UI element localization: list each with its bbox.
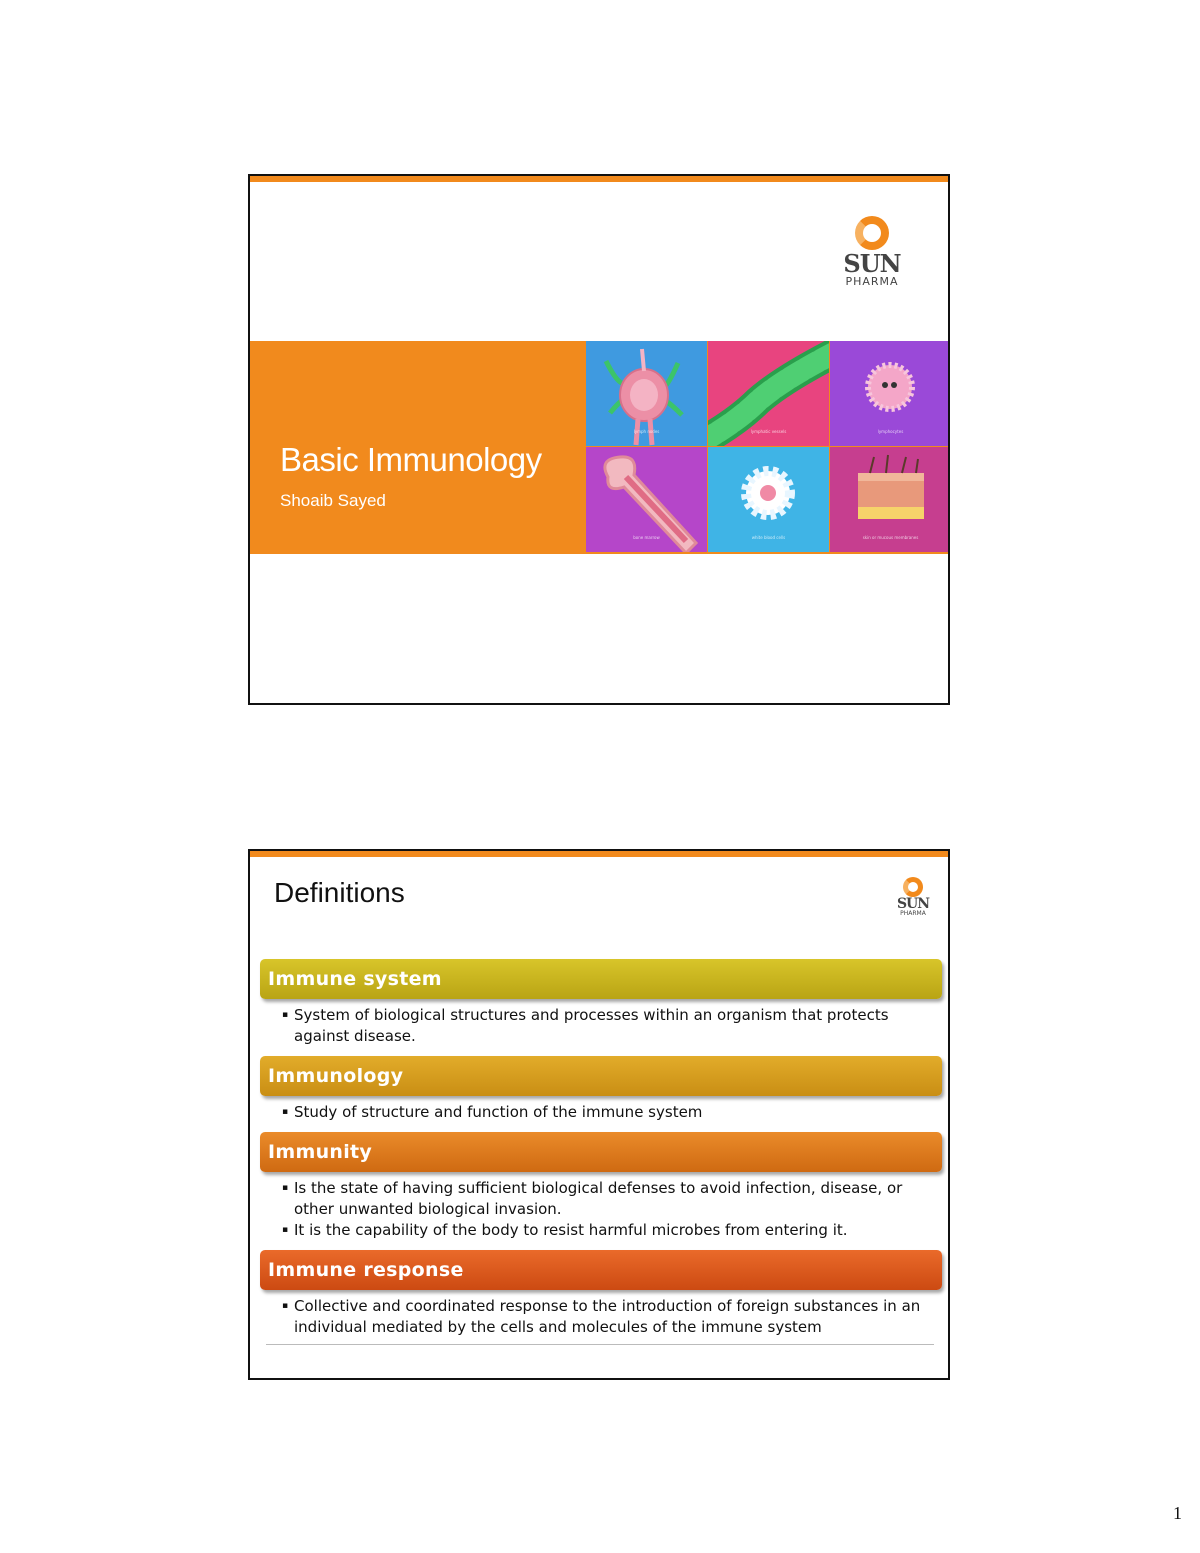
section-heading: Immune system	[260, 959, 942, 999]
page-number: 1	[1173, 1503, 1182, 1523]
list-item: ▪ Is the state of having sufficient biological defenses to avoid infection, disease, or other unwanted biological invasion.	[282, 1178, 942, 1220]
illustration-grid	[586, 341, 950, 554]
title-slide	[248, 174, 950, 705]
section-immunity	[260, 1132, 942, 1241]
section-immunology	[260, 1056, 942, 1123]
accent-bar	[250, 851, 948, 857]
bone-marrow-tile: bone marrow	[586, 447, 707, 552]
title-band	[250, 341, 948, 554]
lymphocyte-tile: lymphocytes	[830, 341, 950, 446]
definition-list	[260, 959, 942, 1347]
lymphatic-vessel-tile: lymphatic vessels	[708, 341, 829, 446]
section-heading: Immunology	[260, 1056, 942, 1096]
list-item: ▪ It is the capability of the body to resist harmful microbes from entering it.	[282, 1220, 942, 1241]
list-item: ▪ System of biological structures and processes within an organism that protects against disease.	[282, 1005, 942, 1047]
section-immune-system	[260, 959, 942, 1047]
skin-tile: skin or mucous membranes	[830, 447, 950, 552]
list-item: ▪ Collective and coordinated response to the introduction of foreign substances in an individual mediated by the cells and molecules of the immune system	[282, 1296, 942, 1338]
accent-bar	[250, 176, 948, 182]
section-heading: Immunity	[260, 1132, 942, 1172]
slide-author: Shoaib Sayed	[280, 491, 386, 510]
divider	[266, 1344, 934, 1345]
sun-ring-icon	[903, 877, 923, 897]
slide-title: Definitions	[274, 877, 405, 908]
sun-pharma-logo: SUN PHARMA	[894, 877, 932, 917]
lymph-node-tile: lymph nodes	[586, 341, 707, 446]
white-blood-cell-tile: white blood cells	[708, 447, 829, 552]
list-item: ▪ Study of structure and function of the immune system	[282, 1102, 942, 1123]
slide-title: Basic Immunology	[280, 441, 542, 478]
sun-pharma-logo: SUN PHARMA	[840, 216, 904, 287]
section-heading: Immune response	[260, 1250, 942, 1290]
definitions-slide	[248, 849, 950, 1380]
section-immune-response	[260, 1250, 942, 1338]
sun-ring-icon	[855, 216, 889, 250]
